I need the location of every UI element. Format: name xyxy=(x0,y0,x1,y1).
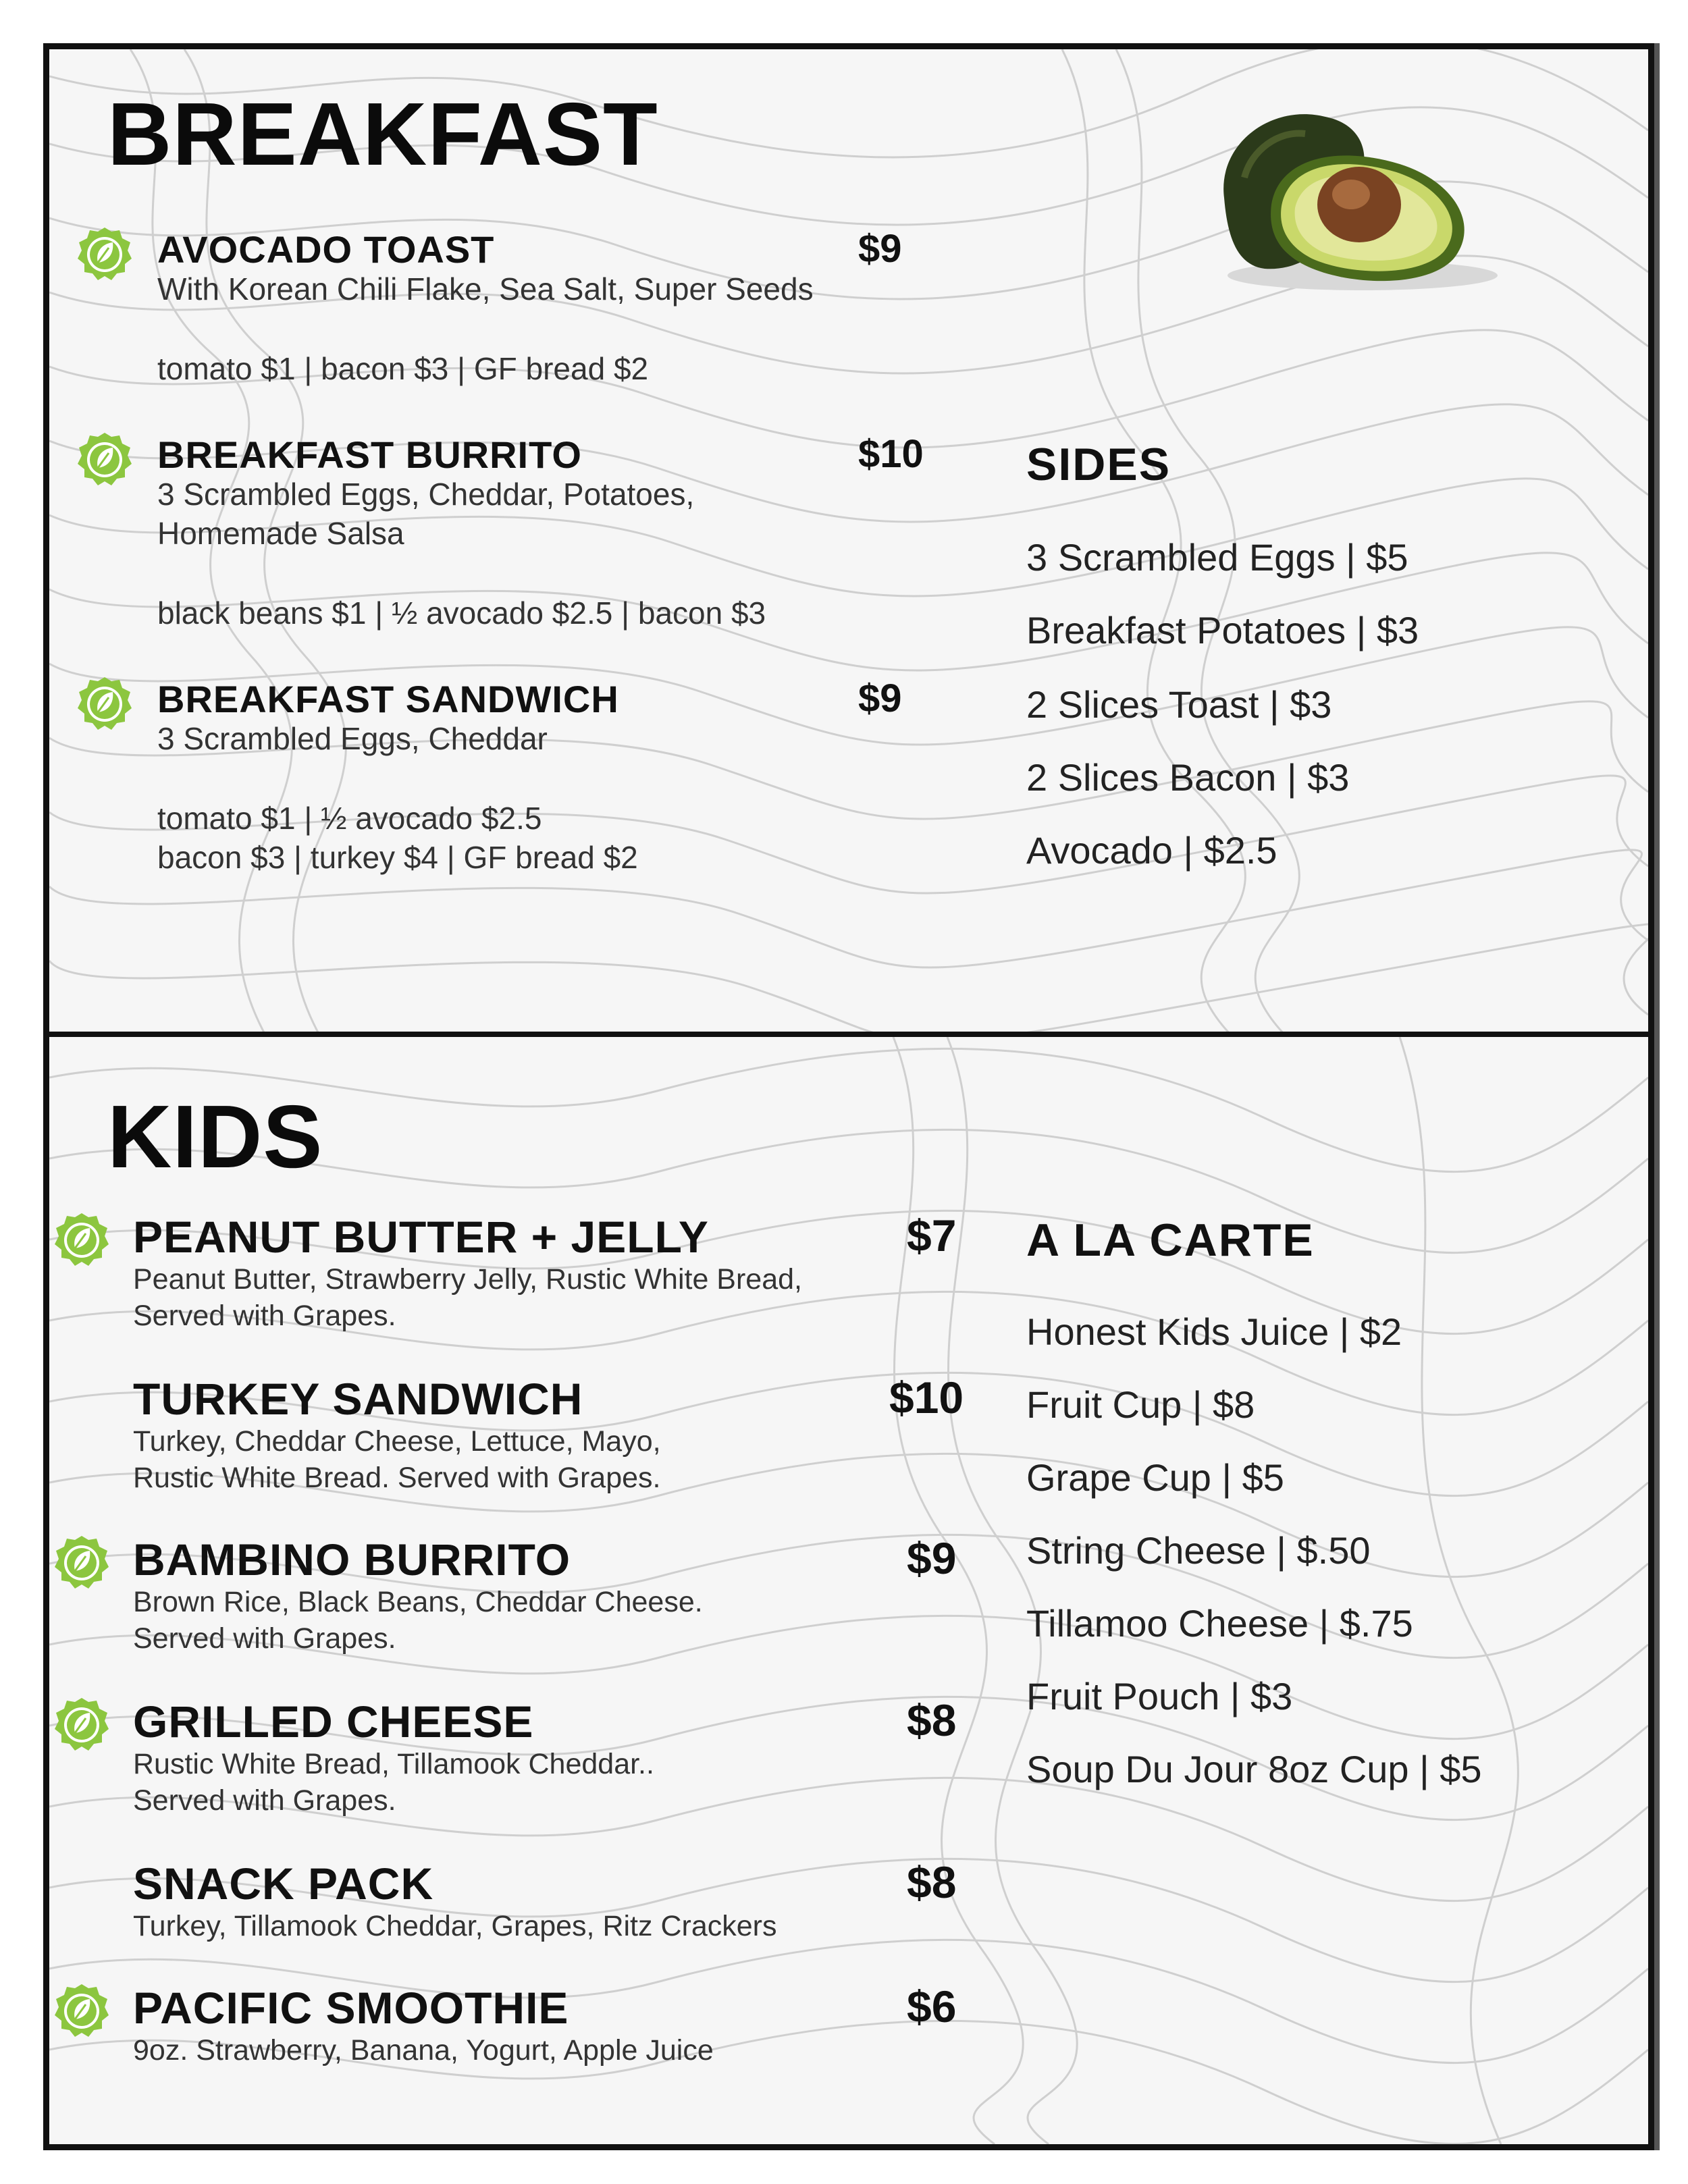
a-la-carte-item: Fruit Cup | $8 xyxy=(1026,1383,1255,1426)
kids-item-name: TURKEY SANDWICH xyxy=(133,1374,583,1424)
breakfast-item-addons: bacon $3 | turkey $4 | GF bread $2 xyxy=(157,840,638,875)
breakfast-item-price: $10 xyxy=(858,432,924,476)
vegetarian-leaf-icon xyxy=(76,431,133,488)
vegetarian-leaf-icon xyxy=(53,1535,110,1591)
a-la-carte-item: Tillamoo Cheese | $.75 xyxy=(1026,1602,1413,1645)
avocado-image xyxy=(1197,97,1514,299)
kids-item-name: GRILLED CHEESE xyxy=(133,1697,534,1747)
kids-item-name: BAMBINO BURRITO xyxy=(133,1535,571,1584)
kids-item-price: $10 xyxy=(889,1373,964,1422)
kids-item-price: $8 xyxy=(907,1695,957,1745)
kids-item-description: Served with Grapes. xyxy=(133,1622,396,1655)
vegetarian-leaf-icon xyxy=(76,226,133,283)
vegetarian-leaf-icon xyxy=(53,1983,110,2040)
kids-item-price: $8 xyxy=(907,1857,957,1907)
kids-title: KIDS xyxy=(107,1087,323,1186)
kids-item-description: Brown Rice, Black Beans, Cheddar Cheese. xyxy=(133,1586,703,1618)
side-item: Avocado | $2.5 xyxy=(1026,829,1277,872)
vegetarian-leaf-icon xyxy=(76,676,133,733)
breakfast-item-name: AVOCADO TOAST xyxy=(157,228,495,271)
breakfast-item-name: BREAKFAST SANDWICH xyxy=(157,678,619,720)
vegetarian-leaf-icon xyxy=(53,1697,110,1753)
breakfast-item-price: $9 xyxy=(858,227,902,271)
a-la-carte-item: Grape Cup | $5 xyxy=(1026,1456,1284,1499)
kids-item-name: PACIFIC SMOOTHIE xyxy=(133,1983,569,2033)
breakfast-panel xyxy=(43,43,1654,1040)
a-la-carte-item: String Cheese | $.50 xyxy=(1026,1529,1371,1572)
side-item: 2 Slices Toast | $3 xyxy=(1026,683,1332,726)
kids-item-name: SNACK PACK xyxy=(133,1859,434,1909)
breakfast-item-name: BREAKFAST BURRITO xyxy=(157,433,582,476)
vegetarian-leaf-icon xyxy=(53,1212,110,1269)
sides-title: SIDES xyxy=(1026,439,1171,490)
kids-item-price: $9 xyxy=(907,1533,957,1583)
kids-item-description: Served with Grapes. xyxy=(133,1300,396,1332)
breakfast-item-price: $9 xyxy=(858,676,902,720)
breakfast-item-description: Homemade Salsa xyxy=(157,516,404,551)
kids-item-description: 9oz. Strawberry, Banana, Yogurt, Apple Juice xyxy=(133,2034,714,2067)
kids-item-price: $7 xyxy=(907,1210,957,1260)
breakfast-item-addons: black beans $1 | ½ avocado $2.5 | bacon $3 xyxy=(157,595,766,631)
kids-item-description: Turkey, Cheddar Cheese, Lettuce, Mayo, xyxy=(133,1425,661,1458)
side-item: 2 Slices Bacon | $3 xyxy=(1026,756,1350,799)
side-item: 3 Scrambled Eggs | $5 xyxy=(1026,536,1408,579)
kids-item-description: Served with Grapes. xyxy=(133,1784,396,1817)
a-la-carte-item: Soup Du Jour 8oz Cup | $5 xyxy=(1026,1748,1482,1790)
kids-item-price: $6 xyxy=(907,1981,957,2031)
breakfast-title: BREAKFAST xyxy=(107,84,658,184)
breakfast-item-description: With Korean Chili Flake, Sea Salt, Super Seeds xyxy=(157,271,814,307)
kids-item-name: PEANUT BUTTER + JELLY xyxy=(133,1212,709,1262)
kids-item-description: Turkey, Tillamook Cheddar, Grapes, Ritz Crackers xyxy=(133,1910,777,1942)
breakfast-item-addons: tomato $1 | bacon $3 | GF bread $2 xyxy=(157,351,649,386)
a-la-carte-title: A LA CARTE xyxy=(1026,1215,1315,1266)
kids-item-description: Rustic White Bread, Tillamook Cheddar.. xyxy=(133,1748,654,1780)
breakfast-item-description: 3 Scrambled Eggs, Cheddar, Potatoes, xyxy=(157,477,695,512)
breakfast-item-addons: tomato $1 | ½ avocado $2.5 xyxy=(157,801,542,836)
kids-item-description: Rustic White Bread. Served with Grapes. xyxy=(133,1462,661,1494)
breakfast-item-description: 3 Scrambled Eggs, Cheddar xyxy=(157,721,548,756)
side-item: Breakfast Potatoes | $3 xyxy=(1026,609,1419,651)
kids-panel xyxy=(43,1032,1654,2150)
a-la-carte-item: Honest Kids Juice | $2 xyxy=(1026,1310,1402,1353)
a-la-carte-item: Fruit Pouch | $3 xyxy=(1026,1675,1293,1717)
kids-item-description: Peanut Butter, Strawberry Jelly, Rustic White Bread, xyxy=(133,1263,802,1296)
